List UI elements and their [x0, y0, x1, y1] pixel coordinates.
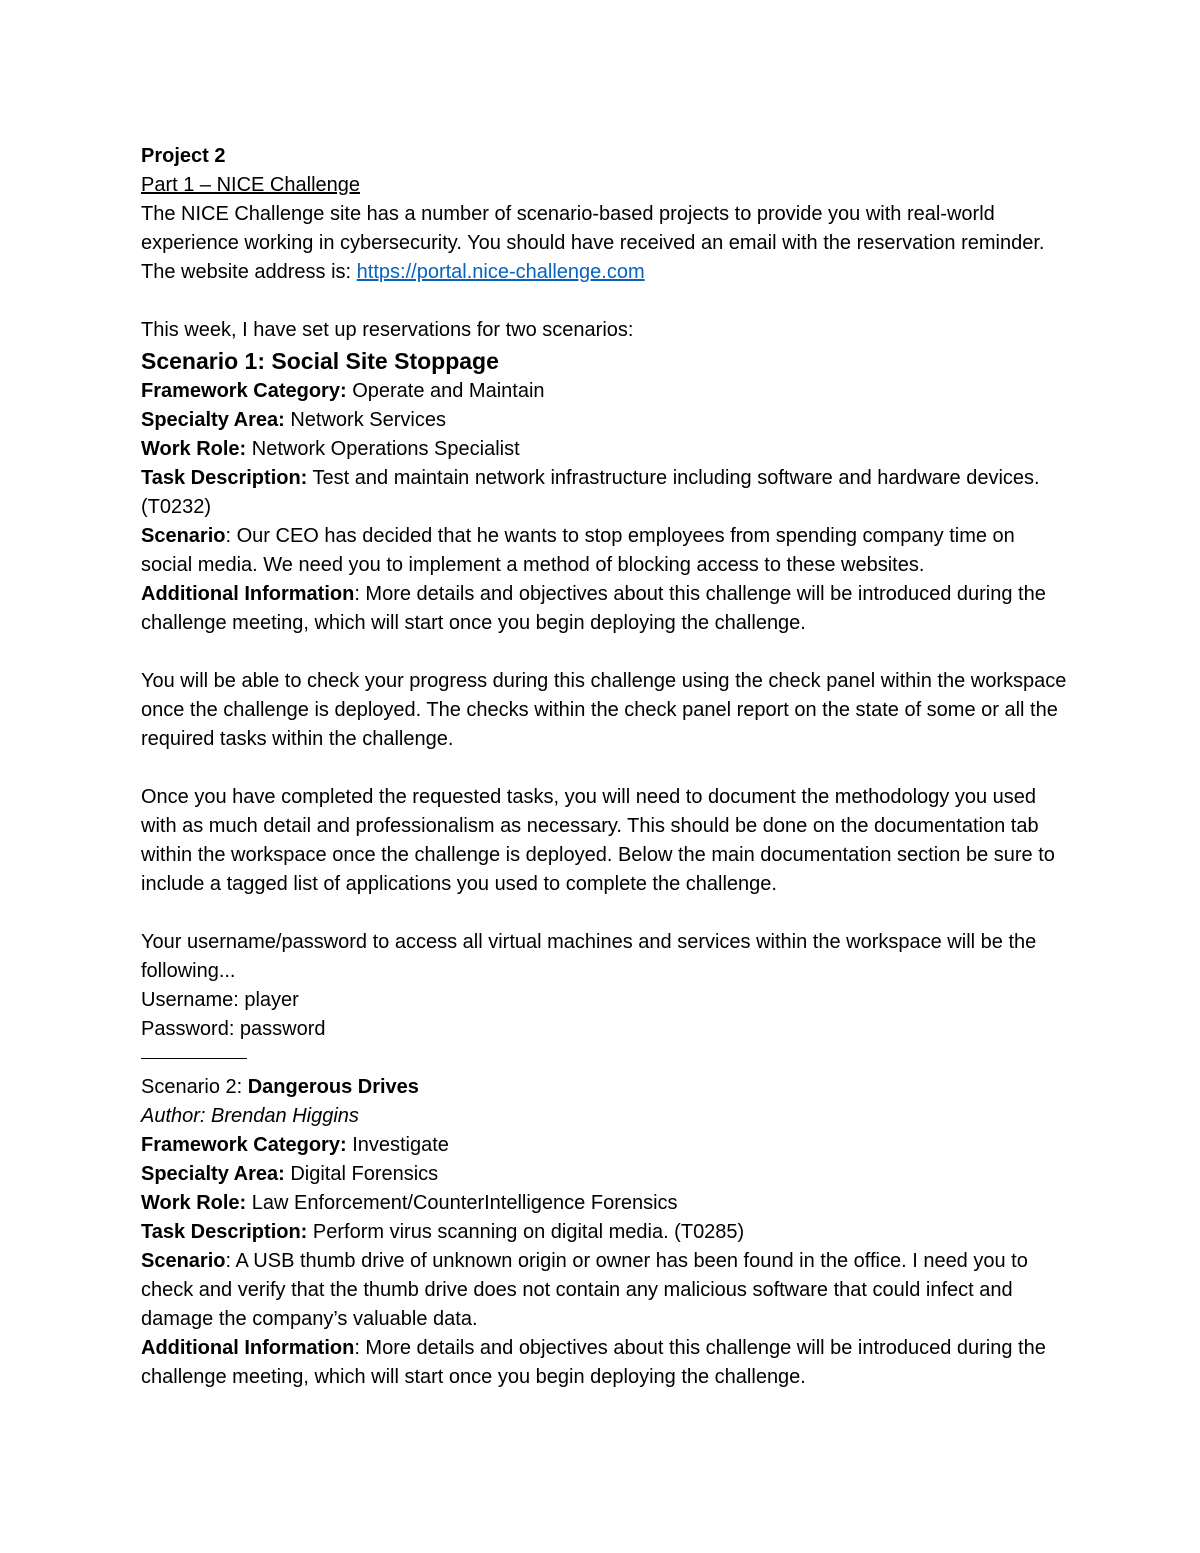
progress-paragraph: You will be able to check your progress during this challenge using the check panel within the workspace once the challenge is deployed. The checks within the check panel report on the state of some or all the required tasks within the challenge.	[141, 670, 1067, 750]
scenario2-author: Author: Brendan Higgins	[141, 1105, 359, 1127]
scenario-value: : A USB thumb drive of unknown origin or owner has been found in the office. I need you to check and verify that the thumb drive does not contain any malicious software that could infect and damage the company’s valuable data.	[141, 1250, 1028, 1330]
scenario2-title: Dangerous Drives	[247, 1076, 419, 1098]
intro-paragraph	[141, 200, 1071, 287]
info-value: : More details and objectives about this challenge will be introduced during the challenge meeting, which will start once you begin deploying the challenge.	[141, 583, 1046, 634]
scenario2-scenario	[141, 1247, 1071, 1334]
scenario2-prefix: Scenario 2:	[141, 1076, 248, 1098]
scenario1-framework	[141, 377, 1071, 406]
scenario-label: Scenario	[141, 525, 226, 547]
specialty-value: Network Services	[290, 409, 446, 431]
framework-value: Operate and Maintain	[352, 380, 545, 402]
info-label: Additional Information	[141, 1337, 355, 1359]
project-title: Project 2	[141, 145, 226, 167]
specialty-label: Specialty Area:	[141, 409, 285, 431]
task-label: Task Description:	[141, 1221, 308, 1243]
spacer	[141, 754, 1071, 783]
scenario2-role	[141, 1189, 1071, 1218]
role-value: Network Operations Specialist	[251, 438, 520, 460]
week-text: This week, I have set up reservations for two scenarios:	[141, 319, 634, 341]
password-line: Password: password	[141, 1018, 326, 1040]
scenario-label: Scenario	[141, 1250, 226, 1272]
scenario2-heading	[141, 1073, 1071, 1102]
task-value: Test and maintain network infrastructure including software and hardware devices. (T0232)	[141, 467, 1040, 518]
scenario1-info	[141, 580, 1071, 638]
task-value: Perform virus scanning on digital media. (T0285)	[312, 1221, 745, 1243]
scenario2-specialty	[141, 1160, 1071, 1189]
document-page	[141, 142, 1071, 1392]
username-line: Username: player	[141, 989, 299, 1011]
info-value: : More details and objectives about this challenge will be introduced during the challenge meeting, which will start once you begin deploying the challenge.	[141, 1337, 1046, 1388]
portal-link[interactable]: https://portal.nice-challenge.com	[356, 261, 645, 283]
scenario2-framework	[141, 1131, 1071, 1160]
role-label: Work Role:	[141, 438, 247, 460]
scenario1-scenario	[141, 522, 1071, 580]
separator-rule	[141, 1058, 247, 1059]
framework-label: Framework Category:	[141, 1134, 347, 1156]
intro-text: The NICE Challenge site has a number of scenario-based projects to provide you with real-world experience working in cybersecurity. You should have received an email with the reservation reminder. The website address is:	[141, 203, 1045, 283]
info-label: Additional Information	[141, 583, 355, 605]
task-label: Task Description:	[141, 467, 308, 489]
framework-label: Framework Category:	[141, 380, 347, 402]
scenario2-info	[141, 1334, 1071, 1392]
credentials-intro: Your username/password to access all virtual machines and services within the workspace will be the following...	[141, 931, 1037, 982]
spacer	[141, 899, 1071, 928]
specialty-label: Specialty Area:	[141, 1163, 285, 1185]
scenario-value: : Our CEO has decided that he wants to stop employees from spending company time on social media. We need you to implement a method of blocking access to these websites.	[141, 525, 1015, 576]
framework-value: Investigate	[352, 1134, 449, 1156]
specialty-value: Digital Forensics	[290, 1163, 439, 1185]
scenario1-heading: Scenario 1: Social Site Stoppage	[141, 348, 499, 374]
role-label: Work Role:	[141, 1192, 247, 1214]
scenario1-specialty	[141, 406, 1071, 435]
documentation-paragraph: Once you have completed the requested tasks, you will need to document the methodology you used with as much detail and professionalism as necessary. This should be done on the documentation tab within the workspace once the challenge is deployed. Below the main documentation section be sure to include a tagged list of applications you used to complete the challenge.	[141, 786, 1055, 895]
scenario2-task	[141, 1218, 1071, 1247]
role-value: Law Enforcement/CounterIntelligence Forensics	[251, 1192, 678, 1214]
spacer	[141, 287, 1071, 316]
part-title: Part 1 – NICE Challenge	[141, 174, 361, 196]
scenario1-role	[141, 435, 1071, 464]
spacer	[141, 638, 1071, 667]
scenario1-task	[141, 464, 1071, 522]
